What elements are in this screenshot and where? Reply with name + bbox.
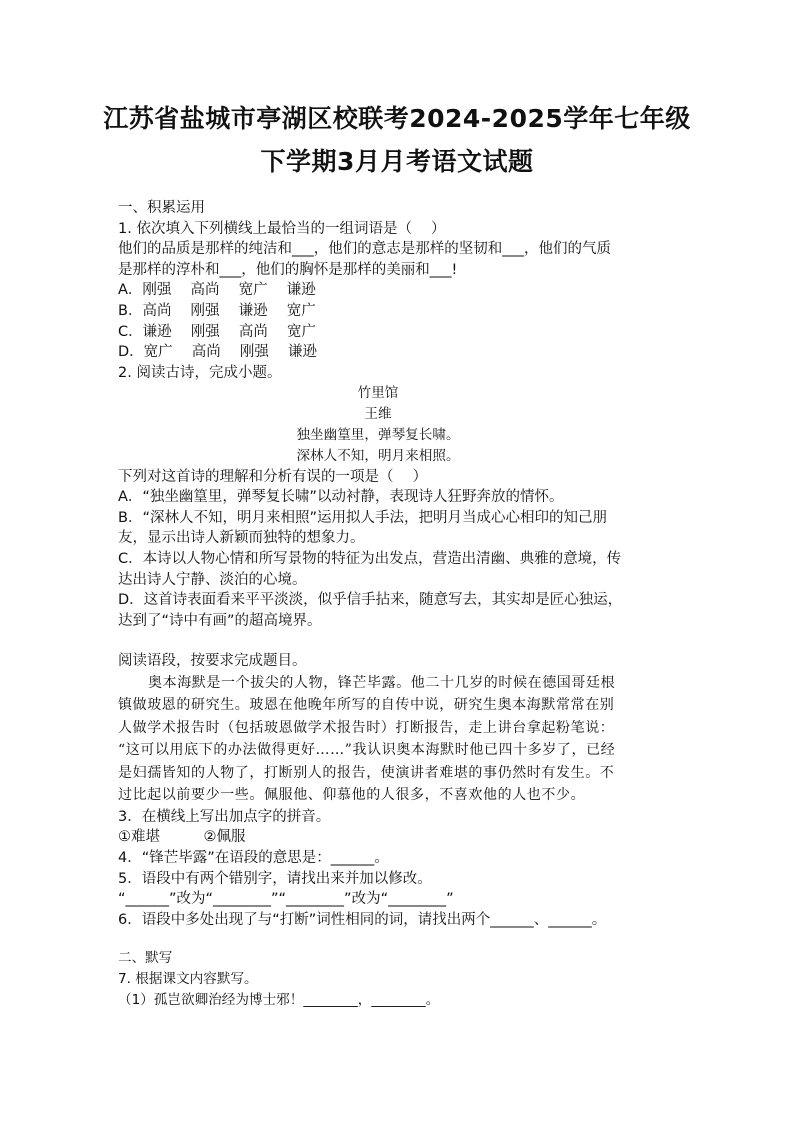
document-body: [118, 198, 678, 1010]
reading-passage: [118, 672, 678, 807]
option-d: D．宽广 高尚 刚强 谦逊: [118, 344, 317, 361]
document-title-line-1: 江苏省盐城市亭湖区校联考2024-2025学年七年级: [103, 104, 691, 133]
document-title-line-2: 下学期3月月考语文试题: [260, 147, 534, 176]
question-2: 2. 阅读古诗，完成小题。: [118, 364, 282, 381]
passage-line: 是妇孺皆知的人物了，打断别人的报告，使演讲者难堪的事仍然时有发生。不: [118, 764, 615, 781]
option-c: C．谦逊 刚强 高尚 宽广: [118, 323, 316, 340]
question-2-option-b: B．“深林人不知，明月来相照”运用拟人手法，把明月当成心心相印的知己朋: [118, 509, 607, 526]
question-1-text: 是那样的淳朴和___，他们的胸怀是那样的美丽和___!: [118, 261, 458, 278]
option-b: B．高尚 刚强 谦逊 宽广: [118, 302, 316, 319]
poem-line: 深林人不知，明月来相照。: [296, 447, 460, 464]
reading-intro: 阅读语段，按要求完成题目。: [118, 653, 307, 670]
question-1: 1. 依次填入下列横线上最恰当的一组词语是（ ）: [118, 220, 446, 237]
section-heading: 二、默写: [118, 950, 173, 967]
question-5: 5．语段中有两个错别字，请找出来并加以修改。: [118, 870, 432, 887]
passage-line: “这可以用底下的办法做得更好……”我认识奥本海默时他已四十多岁了，已经: [118, 742, 616, 759]
poem-title: 竹里馆: [357, 385, 399, 402]
question-7-item-1: （1）孤岂欲卿治经为博士邪！________，________。: [118, 991, 440, 1008]
question-5-blanks: “______”改为“________”“________”改为“________”: [118, 891, 454, 908]
question-2-option-c: C．本诗以人物心情和所写景物的特征为出发点，营造出清幽、典雅的意境，传: [118, 550, 622, 567]
question-1-text: 他们的品质是那样的纯洁和___，他们的意志是那样的坚韧和___，他们的气质: [118, 241, 611, 258]
question-3-items: ①难堪 ②佩服: [118, 829, 246, 846]
poem-author: 王维: [364, 406, 392, 423]
question-2-option-d: 达到了“诗中有画”的超高境界。: [118, 612, 322, 629]
passage-line: 人做学术报告时（包括玻恩做学术报告时）打断报告，走上讲台拿起粉笔说：: [118, 719, 615, 736]
question-2-option-b: 友，显示出诗人新颖而独特的想象力。: [118, 530, 365, 547]
poem: [118, 383, 638, 466]
question-7: 7. 根据课文内容默写。: [118, 971, 258, 988]
question-2-stem: 下列对这首诗的理解和分析有误的一项是（ ）: [118, 468, 428, 485]
passage-line: 过比起以前要少一些。佩服他、仰慕他的人很多，不喜欢他的人也不少。: [118, 787, 586, 804]
question-2-option-c: 达出诗人宁静、淡泊的心境。: [118, 571, 307, 588]
question-2-option-a: A．“独坐幽篁里，弹琴复长啸”以动衬静，表现诗人狂野奔放的情怀。: [118, 489, 564, 506]
section-heading: 一、积累运用: [118, 200, 205, 216]
question-3: 3．在横线上写出加点字的拼音。: [118, 808, 331, 825]
spacer: [118, 631, 678, 651]
passage-line: 镇做玻恩的研究生。玻恩在他晚年所写的自传中说，研究生奥本海默常常在别: [118, 697, 615, 714]
option-a: A．刚强 高尚 宽广 谦逊: [118, 282, 316, 299]
passage-line: 奥本海默是一个拔尖的人物，锋芒毕露。他二十几岁的时候在德国哥廷根: [148, 674, 616, 691]
question-6: 6．语段中多处出现了与“打断”词性相同的词，请找出两个______、______。: [118, 911, 607, 928]
poem-line: 独坐幽篁里，弹琴复长啸。: [296, 426, 460, 443]
question-4: 4．“锋芒毕露”在语段的意思是：______。: [118, 850, 389, 867]
spacer: [118, 930, 678, 948]
question-2-option-d: D．这首诗表面看来平平淡淡，似乎信手拈来，随意写去，其实却是匠心独运，: [118, 592, 623, 609]
